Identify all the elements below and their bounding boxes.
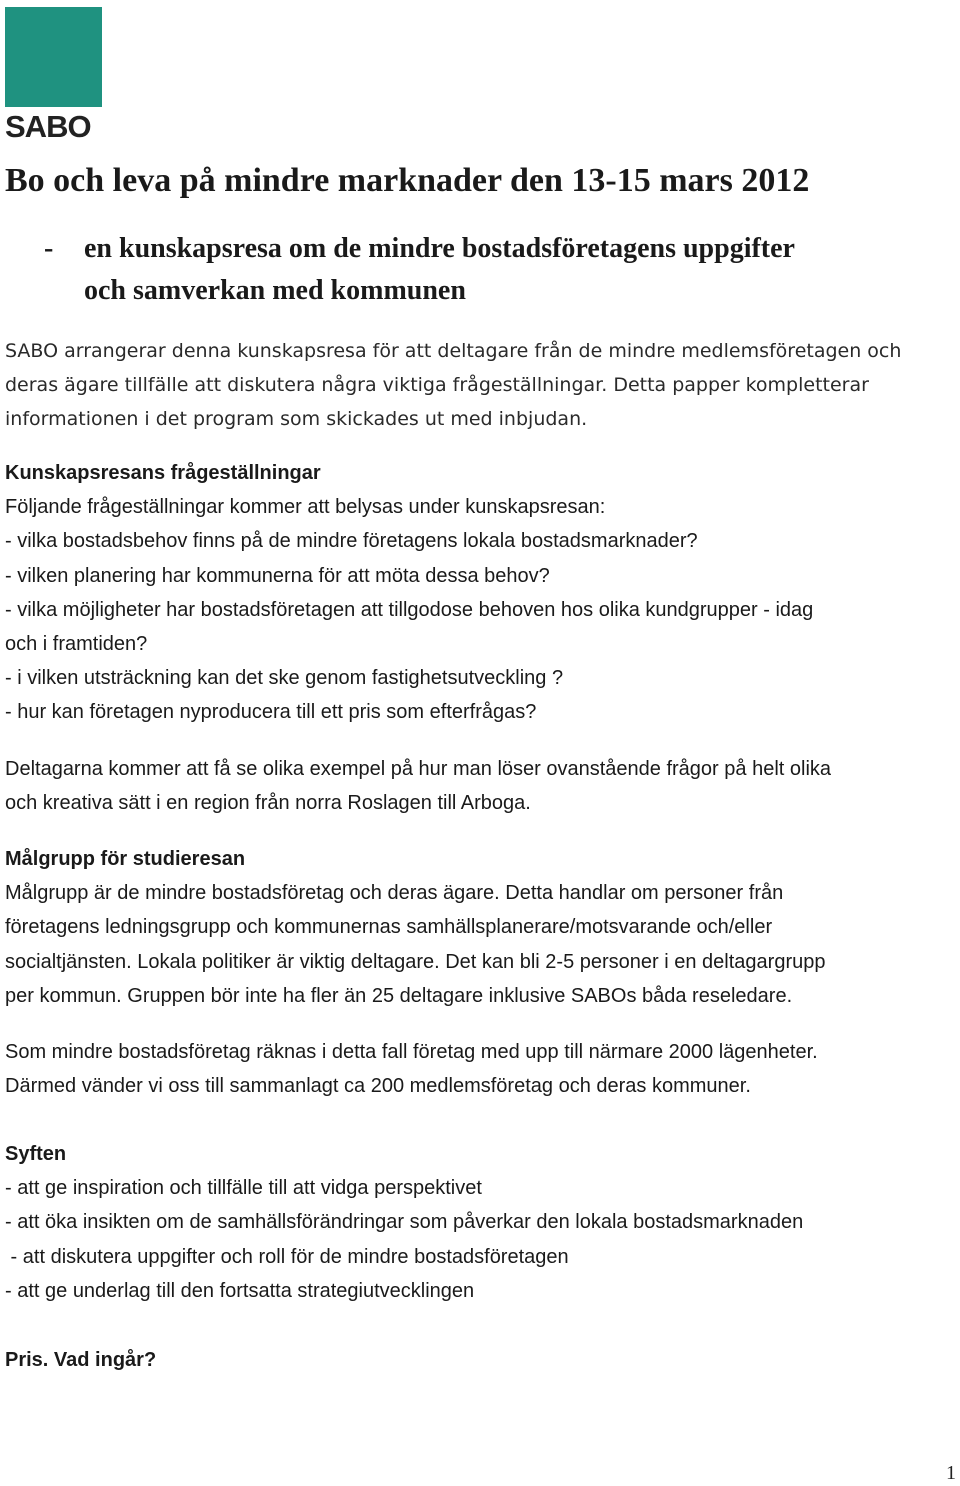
examples-line: Deltagarna kommer att få se olika exempel på hur man löser ovanstående frågor på helt olika: [5, 758, 832, 780]
sabo-logo: [5, 7, 103, 144]
subtitle: [44, 228, 795, 312]
questions-line: - vilka möjligheter har bostadsföretagen att tillgodose behoven hos olika kundgrupper - idag: [5, 598, 814, 621]
definition-line: Därmed vänder vi oss till sammanlagt ca 200 medlemsföretag och deras kommuner.: [5, 1075, 751, 1098]
price-heading: Pris. Vad ingår?: [5, 1349, 157, 1371]
definition-line: Som mindre bostadsföretag räknas i detta fall företag med upp till närmare 2000 lägenheter.: [5, 1041, 818, 1063]
intro-line: informationen i det program som skickades ut med inbjudan.: [5, 408, 588, 430]
subtitle-line: och samverkan med kommunen: [84, 275, 466, 306]
price-section: [5, 1343, 950, 1377]
subtitle-dash: -: [44, 233, 54, 264]
target-group-heading: Målgrupp för studieresan: [5, 848, 246, 870]
questions-line: - vilken planering har kommunerna för att möta dessa behov?: [5, 564, 550, 587]
purpose-section: [5, 1137, 950, 1308]
intro-paragraph: [5, 334, 950, 436]
questions-line: - hur kan företagen nyproducera till ett pris som efterfrågas?: [5, 701, 537, 724]
page-number: 1: [946, 1462, 956, 1484]
purpose-line: - att ge underlag till den fortsatta strategiutvecklingen: [5, 1279, 475, 1302]
logo-text: SABO: [5, 109, 91, 144]
questions-section: [5, 456, 950, 730]
purpose-line: - att diskutera uppgifter och roll för de mindre bostadsföretagen: [5, 1245, 569, 1268]
target-group-line: Målgrupp är de mindre bostadsföretag och deras ägare. Detta handlar om personer från: [5, 882, 784, 905]
questions-line: - i vilken utsträckning kan det ske genom fastighetsutveckling ?: [5, 667, 564, 690]
questions-heading: Kunskapsresans frågeställningar: [5, 462, 321, 484]
target-group-line: socialtjänsten. Lokala politiker är viktig deltagare. Det kan bli 2-5 personer i en deltagargrupp: [5, 950, 826, 973]
examples-line: och kreativa sätt i en region från norra Roslagen till Arboga.: [5, 792, 531, 815]
subtitle-line: en kunskapsresa om de mindre bostadsföretagens uppgifter: [84, 233, 795, 264]
target-group-line: företagens ledningsgrupp och kommunernas samhällsplanerare/motsvarande och/eller: [5, 916, 773, 939]
questions-line: och i framtiden?: [5, 633, 148, 656]
intro-line: SABO arrangerar denna kunskapsresa för att deltagare från de mindre medlemsföretagen och: [5, 340, 902, 362]
intro-line: deras ägare tillfälle att diskutera några viktiga frågeställningar. Detta papper kompletterar: [5, 374, 869, 396]
definition-paragraph: [5, 1035, 950, 1103]
purpose-line: - att öka insikten om de samhällsförändringar som påverkar den lokala bostadsmarknaden: [5, 1211, 804, 1234]
purpose-line: - att ge inspiration och tillfälle till att vidga perspektivet: [5, 1177, 482, 1200]
target-group-line: per kommun. Gruppen bör inte ha fler än 25 deltagare inklusive SABOs båda reseledare.: [5, 984, 793, 1007]
questions-line: - vilka bostadsbehov finns på de mindre företagens lokala bostadsmarknader?: [5, 530, 698, 553]
page-title: Bo och leva på mindre marknader den 13-15 mars 2012: [5, 162, 810, 199]
logo-square-icon: [5, 7, 102, 107]
examples-paragraph: [5, 752, 950, 820]
purpose-heading: Syften: [5, 1143, 67, 1165]
questions-line: Följande frågeställningar kommer att belysas under kunskapsresan:: [5, 496, 606, 519]
target-group-section: [5, 842, 950, 1013]
